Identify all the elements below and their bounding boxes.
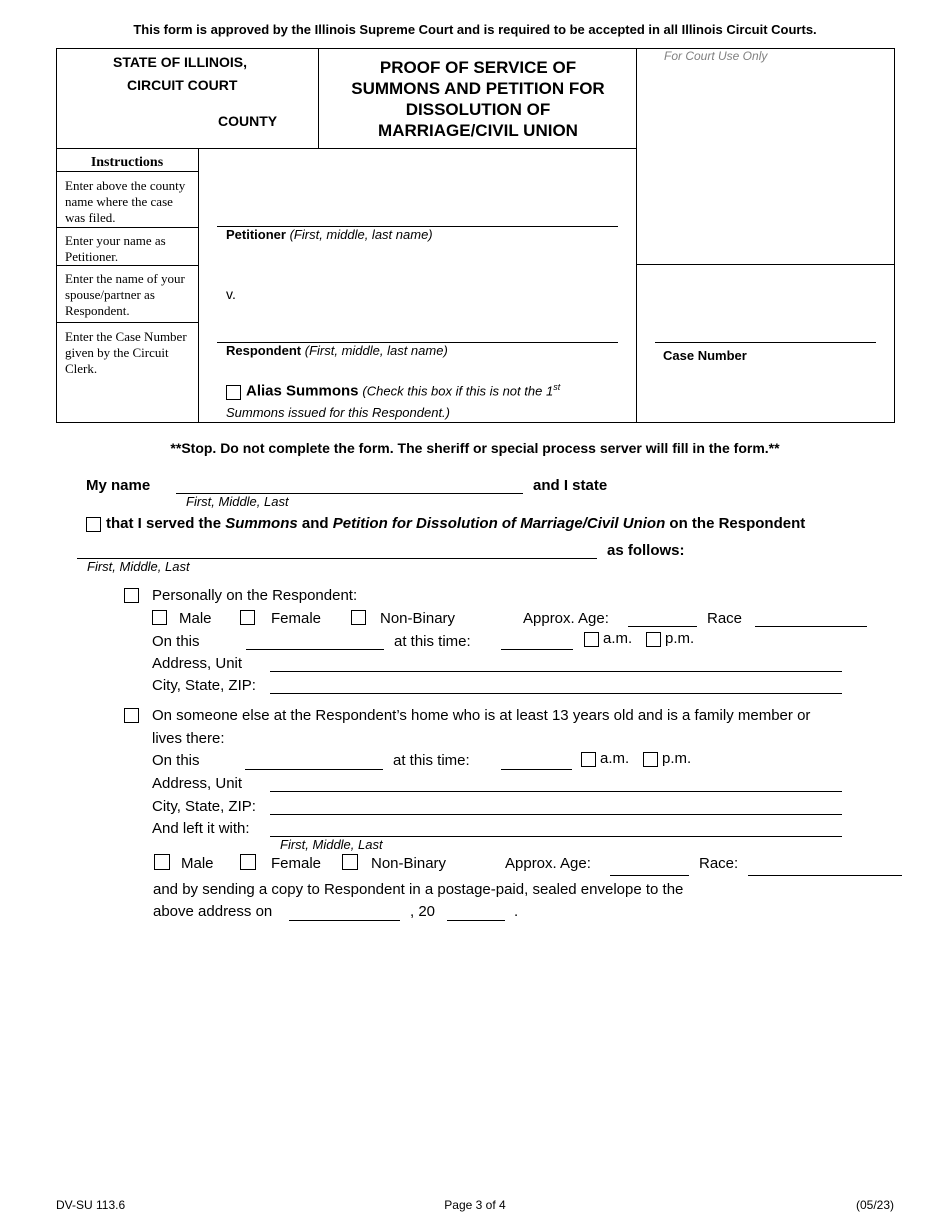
substitute-service-label: On someone else at the Respondent’s home who is at least 13 years old and is a family member or bbox=[152, 707, 811, 724]
instructions-heading: Instructions bbox=[90, 155, 164, 170]
respondent-served-hint: First, Middle, Last bbox=[87, 559, 190, 574]
substitute-am-checkbox[interactable] bbox=[581, 752, 596, 767]
personal-am-label: a.m. bbox=[603, 630, 633, 647]
mail-date-label: above address on bbox=[153, 903, 273, 920]
substitute-date-field[interactable] bbox=[245, 769, 383, 770]
instruction-county: Enter above the county name where the case was filed. bbox=[65, 178, 186, 225]
substitute-nonbinary-label: Non-Binary bbox=[371, 855, 447, 872]
state-label: STATE OF ILLINOIS, bbox=[113, 54, 248, 70]
personal-age-label: Approx. Age: bbox=[523, 610, 609, 627]
mail-date-field[interactable] bbox=[289, 920, 400, 921]
personal-female-checkbox[interactable] bbox=[240, 610, 255, 625]
alias-summons-label: Alias Summons (Check this box if this is not the 1st bbox=[246, 382, 561, 400]
substitute-age-field[interactable] bbox=[610, 875, 689, 876]
court-use-label: For Court Use Only bbox=[664, 49, 768, 63]
substitute-female-label: Female bbox=[271, 855, 322, 872]
alias-summons-hint: Summons issued for this Respondent.) bbox=[226, 405, 450, 420]
personal-service-checkbox[interactable] bbox=[124, 588, 139, 603]
mail-year-prefix: , 20 bbox=[410, 903, 436, 920]
my-name-label: My name bbox=[86, 477, 151, 494]
petitioner-label: Petitioner (First, middle, last name) bbox=[226, 227, 433, 242]
personal-time-field[interactable] bbox=[501, 649, 573, 650]
personal-city-label: City, State, ZIP: bbox=[152, 677, 256, 694]
personal-race-label: Race bbox=[707, 610, 743, 627]
substitute-time-label: at this time: bbox=[393, 752, 470, 769]
substitute-pm-label: p.m. bbox=[662, 750, 692, 767]
court-label: CIRCUIT COURT bbox=[127, 77, 238, 93]
substitute-male-label: Male bbox=[181, 855, 214, 872]
substitute-female-checkbox[interactable] bbox=[240, 854, 256, 870]
personal-address-field[interactable] bbox=[270, 671, 842, 672]
alias-summons-checkbox[interactable] bbox=[226, 385, 241, 400]
mail-copy-text: and by sending a copy to Respondent in a postage-paid, sealed envelope to the bbox=[153, 881, 684, 898]
personal-male-label: Male bbox=[179, 610, 212, 627]
mail-period: . bbox=[514, 903, 519, 920]
personal-time-label: at this time: bbox=[394, 633, 471, 650]
substitute-address-field[interactable] bbox=[270, 791, 842, 792]
left-with-label: And left it with: bbox=[152, 820, 250, 837]
personal-pm-label: p.m. bbox=[665, 630, 695, 647]
substitute-nonbinary-checkbox[interactable] bbox=[342, 854, 358, 870]
substitute-date-label: On this bbox=[152, 752, 200, 769]
form-version: (05/23) bbox=[855, 1198, 894, 1212]
form-id: DV-SU 113.6 bbox=[56, 1198, 126, 1212]
form-title: PROOF OF SERVICE OF SUMMONS AND PETITION FOR DISSOLUTION OF MARRIAGE/CIVIL UNION bbox=[351, 58, 605, 140]
substitute-city-field[interactable] bbox=[270, 814, 842, 815]
stop-notice: **Stop. Do not complete the form. The sheriff or special process server will fill in the form.** bbox=[170, 440, 780, 456]
substitute-city-label: City, State, ZIP: bbox=[152, 798, 256, 815]
substitute-time-field[interactable] bbox=[501, 769, 572, 770]
case-number-label: Case Number bbox=[663, 348, 747, 363]
case-number-field[interactable] bbox=[655, 342, 876, 343]
substitute-service-checkbox[interactable] bbox=[124, 708, 139, 723]
respondent-label: Respondent (First, middle, last name) bbox=[226, 343, 448, 358]
substitute-male-checkbox[interactable] bbox=[154, 854, 170, 870]
county-label: COUNTY bbox=[218, 113, 278, 129]
mail-year-field[interactable] bbox=[447, 920, 505, 921]
served-checkbox[interactable] bbox=[86, 517, 101, 532]
instruction-case-number: Enter the Case Number given by the Circuit Clerk. bbox=[65, 329, 187, 376]
instruction-petitioner: Enter your name as Petitioner. bbox=[65, 233, 166, 264]
personal-service-label: Personally on the Respondent: bbox=[152, 587, 358, 604]
substitute-pm-checkbox[interactable] bbox=[643, 752, 658, 767]
personal-city-field[interactable] bbox=[270, 693, 842, 694]
served-statement: that I served the Summons and Petition for Dissolution of Marriage/Civil Union on the Respondent bbox=[106, 515, 806, 532]
personal-date-field[interactable] bbox=[246, 649, 384, 650]
page-number: Page 3 of 4 bbox=[444, 1198, 506, 1212]
substitute-age-label: Approx. Age: bbox=[505, 855, 591, 872]
personal-age-field[interactable] bbox=[628, 626, 697, 627]
personal-pm-checkbox[interactable] bbox=[646, 632, 661, 647]
as-follows-label: as follows: bbox=[607, 542, 685, 559]
versus-label: v. bbox=[226, 286, 236, 302]
personal-address-label: Address, Unit bbox=[152, 655, 243, 672]
personal-am-checkbox[interactable] bbox=[584, 632, 599, 647]
personal-nonbinary-label: Non-Binary bbox=[380, 610, 456, 627]
personal-male-checkbox[interactable] bbox=[152, 610, 167, 625]
instruction-respondent: Enter the name of your spouse/partner as Respondent. bbox=[65, 271, 185, 318]
substitute-race-label: Race: bbox=[699, 855, 739, 872]
personal-race-field[interactable] bbox=[755, 626, 867, 627]
substitute-service-label-cont: lives there: bbox=[152, 730, 225, 747]
server-name-hint: First, Middle, Last bbox=[186, 494, 289, 509]
left-with-hint: First, Middle, Last bbox=[280, 837, 383, 852]
substitute-address-label: Address, Unit bbox=[152, 775, 243, 792]
substitute-race-field[interactable] bbox=[748, 875, 902, 876]
personal-date-label: On this bbox=[152, 633, 200, 650]
approval-notice: This form is approved by the Illinois Supreme Court and is required to be accepted in all Illinois Circuit Courts. bbox=[133, 22, 817, 37]
substitute-am-label: a.m. bbox=[600, 750, 630, 767]
personal-female-label: Female bbox=[271, 610, 322, 627]
and-i-state-label: and I state bbox=[533, 477, 608, 494]
personal-nonbinary-checkbox[interactable] bbox=[351, 610, 366, 625]
